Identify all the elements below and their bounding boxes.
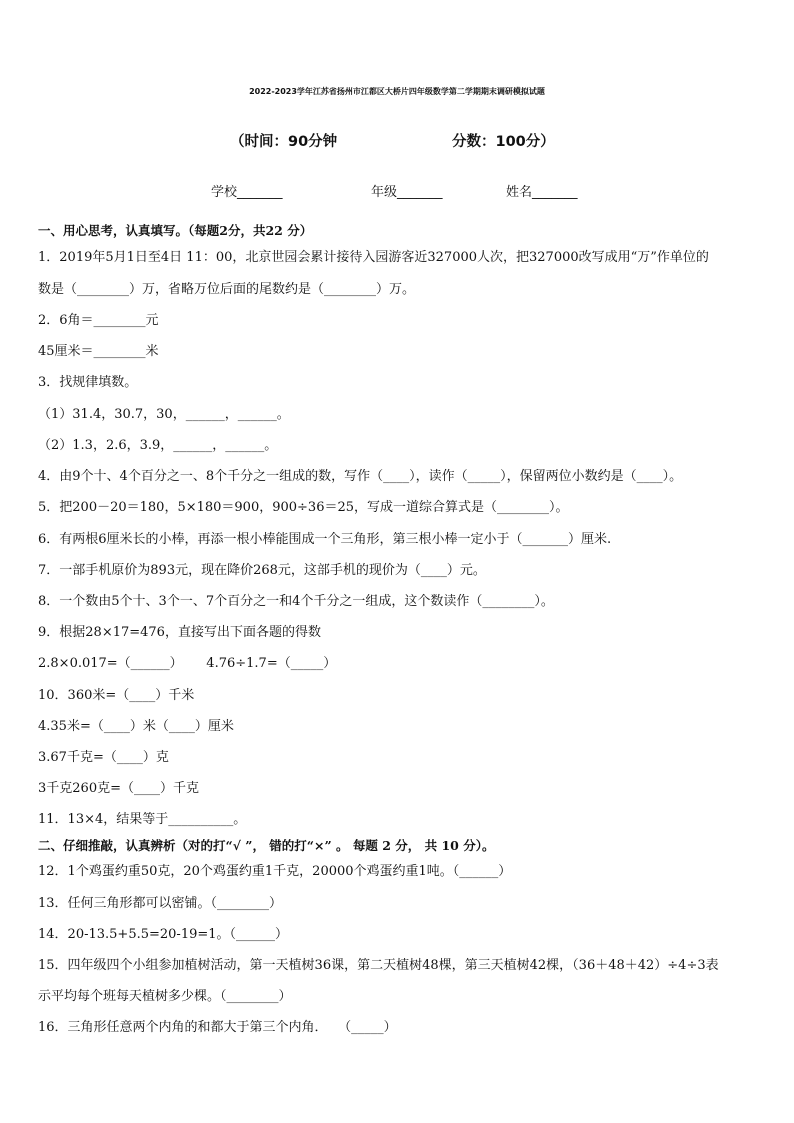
question-line: 11．13×4，结果等于__________。 xyxy=(38,812,247,827)
name-field: 姓名_______ xyxy=(506,185,578,200)
question-line: 12．1个鸡蛋约重50克，20个鸡蛋约重1千克，20000个鸡蛋约重1吨。（______） xyxy=(38,864,512,879)
question-line: 13．任何三角形都可以密铺。（________） xyxy=(38,896,283,911)
question-line: （1）31.4，30.7，30，______，______。 xyxy=(38,407,290,422)
question-line: 14．20-13.5+5.5=20-19=1。（______） xyxy=(38,927,289,942)
question-line: 9．根据28×17=476，直接写出下面各题的得数 xyxy=(38,625,321,640)
question-line: 10．360米=（____）千米 xyxy=(38,688,195,703)
question-line: 45厘米＝________米 xyxy=(38,344,159,359)
question-line: 2.8×0.017=（______） 4.76÷1.7=（_____） xyxy=(38,656,337,671)
question-line: 5．把200－20＝180，5×180＝900，900÷36＝25，写成一道综合算式是（________）。 xyxy=(38,500,569,515)
section-heading: 二、仔细推敲，认真辨析（对的打“√ ”， 错的打“×” 。 每题 2 分， 共 10 分）。 xyxy=(38,838,495,853)
exam-score: 分数：100分） xyxy=(452,134,555,150)
question-line: 示平均每个班每天植树多少棵。（________） xyxy=(38,989,292,1004)
grade-field: 年级_______ xyxy=(371,185,443,200)
question-line: 4．由9个十、4个百分之一、8个千分之一组成的数，写作（____），读作（_____），保留两位小数约是（____）。 xyxy=(38,469,683,484)
question-line: 7．一部手机原价为893元，现在降价268元，这部手机的现价为（____）元。 xyxy=(38,563,486,578)
question-line: 4.35米=（____）米（____）厘米 xyxy=(38,719,234,734)
question-line: 16．三角形任意两个内角的和都大于第三个内角． （_____） xyxy=(38,1020,397,1035)
school-field: 学校_______ xyxy=(211,185,283,200)
question-line: 3.67千克=（____）克 xyxy=(38,750,169,765)
exam-time: （时间：90分钟 xyxy=(230,134,338,150)
page-title: 2022-2023学年江苏省扬州市江都区大桥片四年级数学第二学期期末调研模拟试题 xyxy=(249,87,545,96)
question-line: 15．四年级四个小组参加植树活动，第一天植树36课，第二天植树48棵，第三天植树42棵，（36＋48＋42）÷4÷3表 xyxy=(38,958,719,973)
question-line: （2）1.3，2.6，3.9，______，______。 xyxy=(38,438,278,453)
question-line: 6．有两根6厘米长的小棒，再添一根小棒能围成一个三角形，第三根小棒一定小于（_______）厘米. xyxy=(38,532,612,547)
question-line: 1．2019年5月1日至4日 11：00，北京世园会累计接待入园游客近327000人次，把327000改写成用“万”作单位的 xyxy=(38,250,709,265)
question-line: 3千克260克=（____）千克 xyxy=(38,781,199,796)
question-line: 数是（________）万，省略万位后面的尾数约是（________）万。 xyxy=(38,282,416,297)
question-line: 3．找规律填数。 xyxy=(38,375,138,390)
question-line: 2．6角＝________元 xyxy=(38,313,159,328)
section-heading: 一、用心思考，认真填写。（每题2分，共22 分） xyxy=(38,223,313,238)
question-line: 8．一个数由5个十、3个一、7个百分之一和4个千分之一组成，这个数读作（________）。 xyxy=(38,594,554,609)
